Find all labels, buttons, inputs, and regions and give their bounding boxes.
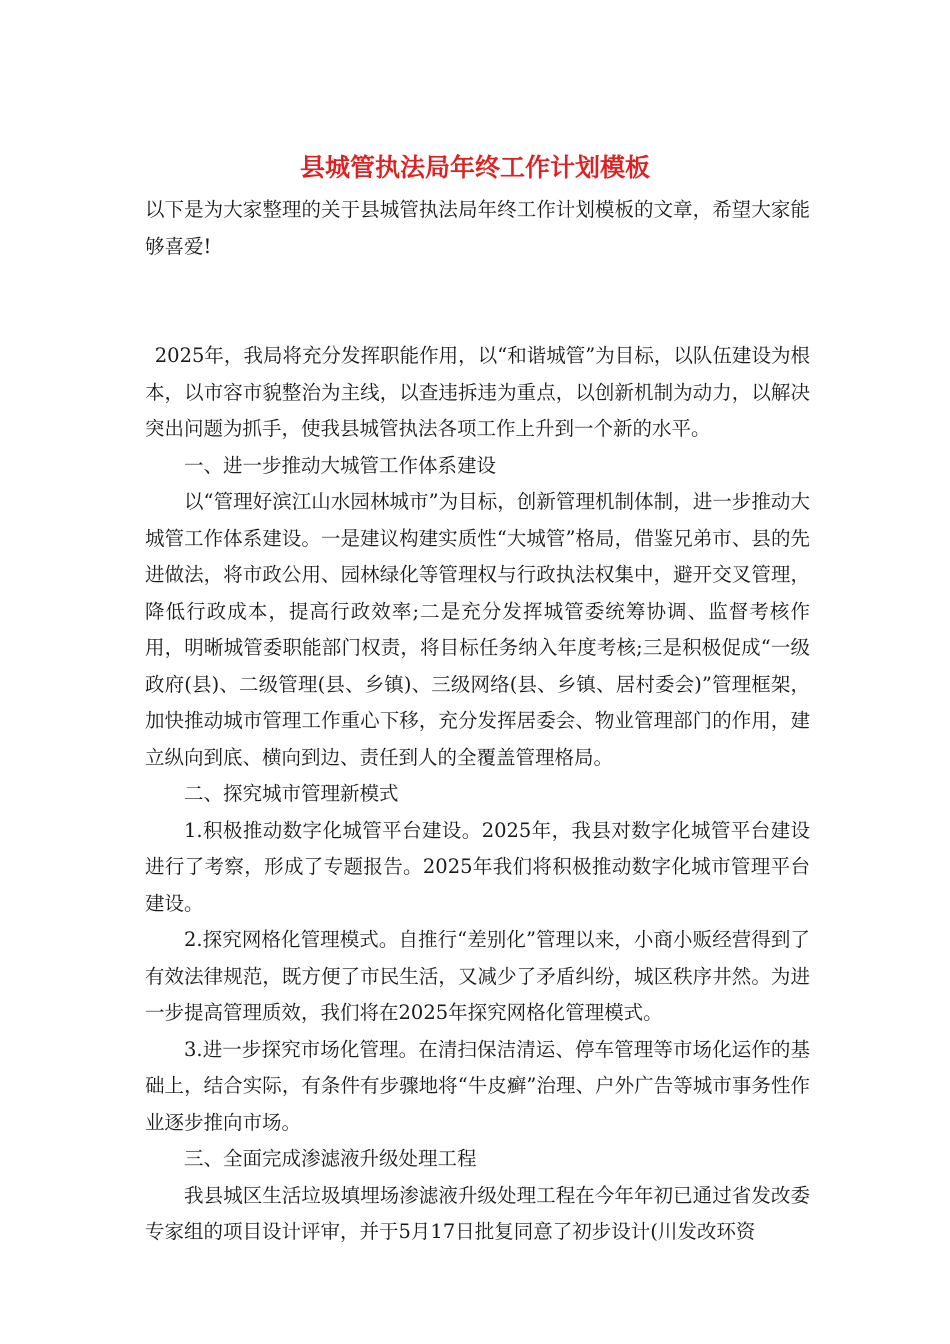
paragraph-item-2: 2.探究网格化管理模式。自推行“差别化”管理以来，小商小贩经营得到了有效法律规范，既方便了市民生活，又减少了矛盾纠纷，城区秩序井然。为进一步提高管理质效，我们将在2025年探究网格化管理模式。: [145, 928, 810, 1024]
paragraph-item-3: 3.进一步探究市场化管理。在清扫保洁清运、停车管理等市场化运作的基础上，结合实际，有条件有步骤地将“牛皮癣”治理、户外广告等城市事务性作业逐步推向市场。: [145, 1037, 810, 1134]
paragraph-section-1: 以“管理好滨江山水园林城市”为目标，创新管理机制体制，进一步推动大城管工作体系建设。一是建议构建实质性“大城管”格局，借鉴兄弟市、县的先进做法，将市政公用、园林绿化等管理权与行政执法权集中，避开交叉管理，降低行政成本，提高行政效率;二是充分发挥城管委统筹协调、监督考核作用，明晰城管委职能部门权责，将目标任务纳入年度考核;三是积极促成“一级政府(县)、二级管理(县、乡镇)、三级网络(县、乡镇、居村委会)”管理框架，加快推动城市管理工作重心下移，充分发挥居委会、物业管理部门的作用，建立纵向到底、横向到边、责任到人的全覆盖管理格局。: [145, 490, 810, 769]
section-heading-1: 一、进一步推动大城管工作体系建设: [184, 453, 497, 477]
paragraph-overview: 2025年，我局将充分发挥职能作用，以“和谐城管”为目标，以队伍建设为根本，以市容市貌整治为主线，以查违拆违为重点，以创新机制为动力，以解决突出问题为抓手，使我县城管执法各项工作上升到一个新的水平。: [145, 344, 810, 440]
section-heading-3: 三、全面完成渗滤液升级处理工程: [184, 1147, 477, 1170]
section-heading-2: 二、探究城市管理新模式: [184, 782, 399, 805]
intro-paragraph: 以下是为大家整理的关于县城管执法局年终工作计划模板的文章，希望大家能够喜爱!: [145, 198, 810, 258]
blank-space: [145, 265, 810, 338]
paragraph-item-1: 1.积极推动数字化城管平台建设。2025年，我县对数字化城管平台建设进行了考察，形成了专题报告。2025年我们将积极推动数字化城市管理平台建设。: [145, 818, 810, 915]
document-body: [145, 192, 810, 1251]
paragraph-section-3: 我县城区生活垃圾填埋场渗滤液升级处理工程在今年年初已通过省发改委专家组的项目设计评审，并于5月17日批复同意了初步设计(川发改环资: [145, 1183, 810, 1243]
document-title: 县城管执法局年终工作计划模板: [299, 153, 650, 182]
